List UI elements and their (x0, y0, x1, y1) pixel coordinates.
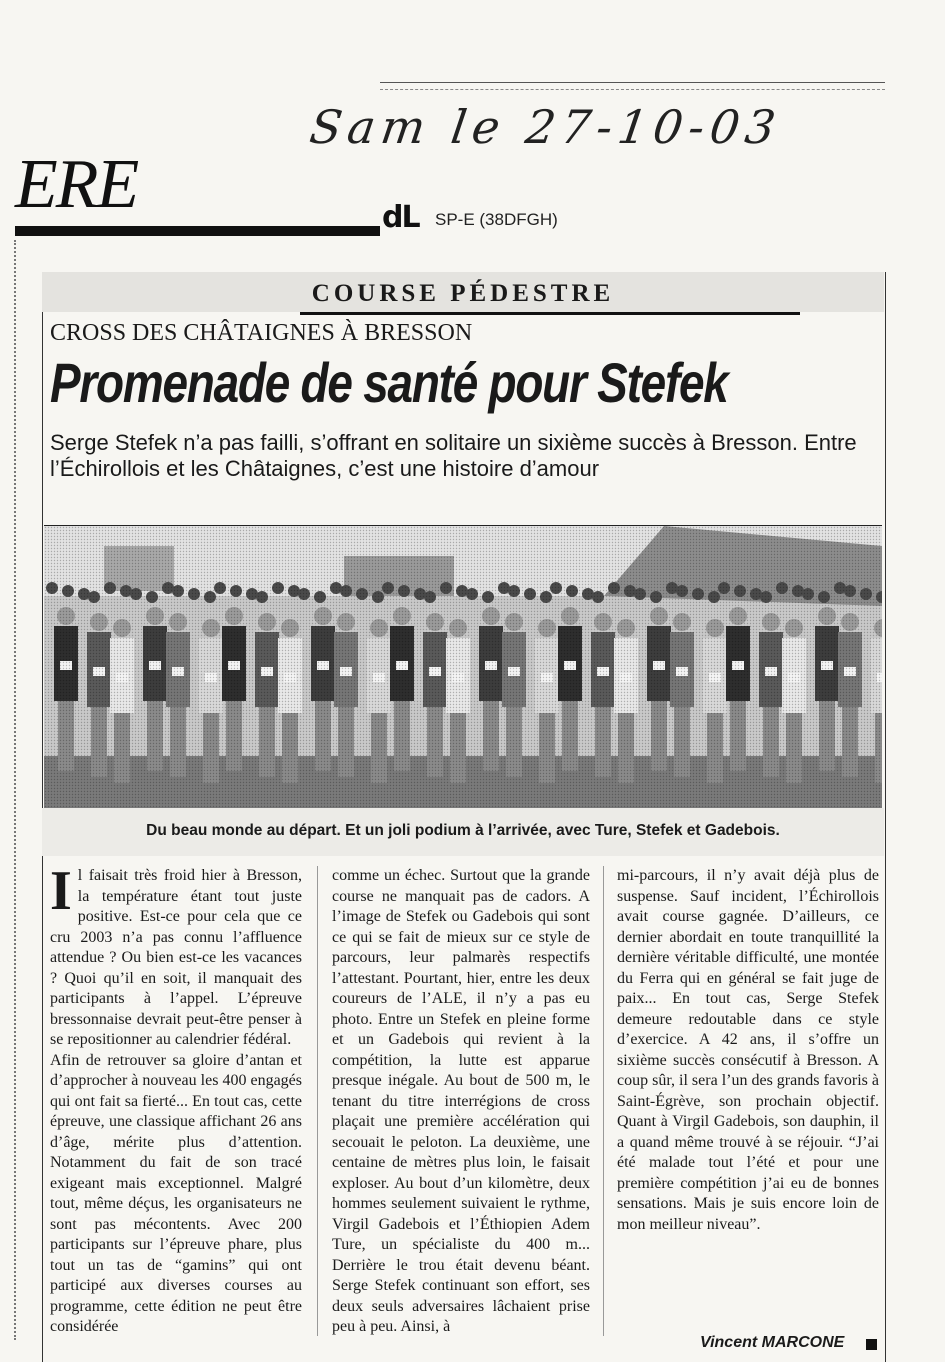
article-column-3 (617, 866, 879, 1235)
rubric-underline (300, 312, 800, 315)
article-column-2 (332, 866, 590, 1338)
paragraph: Afin de retrouver sa gloire d’antan et d’approcher à nouveau les 400 engagés qui ont fait sa fierté... En tout cas, cette épreuve, une classique affichant 26 ans d’âge, mérite plus d’attention. Notamment du fait de son tracé exigeant mais exceptionnel. Malgré tout, même déçus, les organisateurs ne sont pas mécontents. Avec 200 participants sur l’épreuve phare, plus tout un tas de “gamins” qui ont participé aux diverses courses au programme, cette édition ne peut être considérée (50, 1051, 302, 1335)
section-rubric: COURSE PÉDESTRE (311, 280, 615, 307)
crowd-of-runners-photo (44, 525, 882, 810)
photo-caption: Du beau monde au départ. Et un joli podium à l’arrivée, avec Ture, Stefek et Gadebois. (146, 822, 780, 839)
masthead-rule (15, 226, 380, 236)
paragraph: Il faisait très froid hier à Bresson, la température étant tout juste positive. Est-ce pour cela que ce cru 2003 n’a pas connu l’affluence attendue ? Ou bien est-ce les vacances ? Quoi qu’il en soit, il manquait des participants à l’appel. L’épreuve bressonnaise devrait peut-être penser à se repositionner au calendrier fédéral. (50, 860, 302, 1048)
photo-illustration (44, 526, 882, 809)
article-kicker: CROSS DES CHÂTAIGNES À BRESSON (50, 320, 473, 346)
article-column-1 (50, 860, 302, 1338)
handwritten-date: Sam le 27-10-03 (306, 100, 785, 154)
clipping-edge-line (380, 82, 885, 90)
column-divider (603, 866, 604, 1336)
article-headline: Promenade de santé pour Stefek (50, 351, 728, 414)
edition-code: SP-E (38DFGH) (435, 210, 558, 229)
clipping-left-edge (2, 240, 16, 1340)
paragraph: mi-parcours, il n’y avait déjà plus de suspense. Sauf incident, l’Échirollois avait course gagnée. D’ailleurs, ce dernier abordait en toute tranquillité la dernière véritable difficulté, une montée du Ferra qui en général se fait juge de paix... En tout cas, Serge Stefek demeure redoutable dans ce style d’exercice. A 42 ans, il s’offre un sixième succès consécutif à Bresson. A coup sûr, il sera l’un des grands favoris à Saint-Égrève, son prochain objectif. Quant à Virgil Gadebois, son dauphin, il a quand même trouvé à se réjouir. “J’ai été malade tout l’été et pour une première compétition j’ai eu de bonnes sensations. Mais je suis encore loin de mon meilleur niveau”. (617, 867, 879, 1233)
masthead-fragment: ERE (15, 146, 138, 223)
column-divider (317, 866, 318, 1336)
article-lead: Serge Stefek n’a pas failli, s’offrant en solitaire un sixième succès à Bresson. Entre l’Échirollois et les Châtaignes, c’est une histoire d’amour (50, 430, 857, 481)
byline: Vincent MARCONE (700, 1334, 845, 1351)
paragraph: comme un échec. Surtout que la grande course ne manquait pas de cadors. A l’image de Stefek ou Gadebois qui sont ce qui se fait de mieux sur ce style de parcours, leur palmarès respectifs l’attestant. Pourtant, hier, entre les deux coureurs de l’ALE, il n’y a pas eu photo. Entre un Stefek en pleine forme et un Gadebois qui revient à la compétition, la lutte est apparue presque inégale. Au bout de 500 m, le tenant du titre interrégions de cross plaçait une première accélération qui secouait le peloton. La deuxième, une centaine de mètres plus loin, le faisait exploser. Au bout d’un kilomètre, deux hommes seulement suivaient le rythme, Virgil Gadebois et l’Éthiopien Adem Ture, un spécialiste du 400 m... Derrière le trou était devenu béant. Serge Stefek continuant son effort, ses deux seuls adversaires lâchaient prise peu à peu. Ainsi, à (332, 867, 590, 1335)
newspaper-logo: dL (382, 200, 419, 235)
end-mark (866, 1339, 877, 1350)
